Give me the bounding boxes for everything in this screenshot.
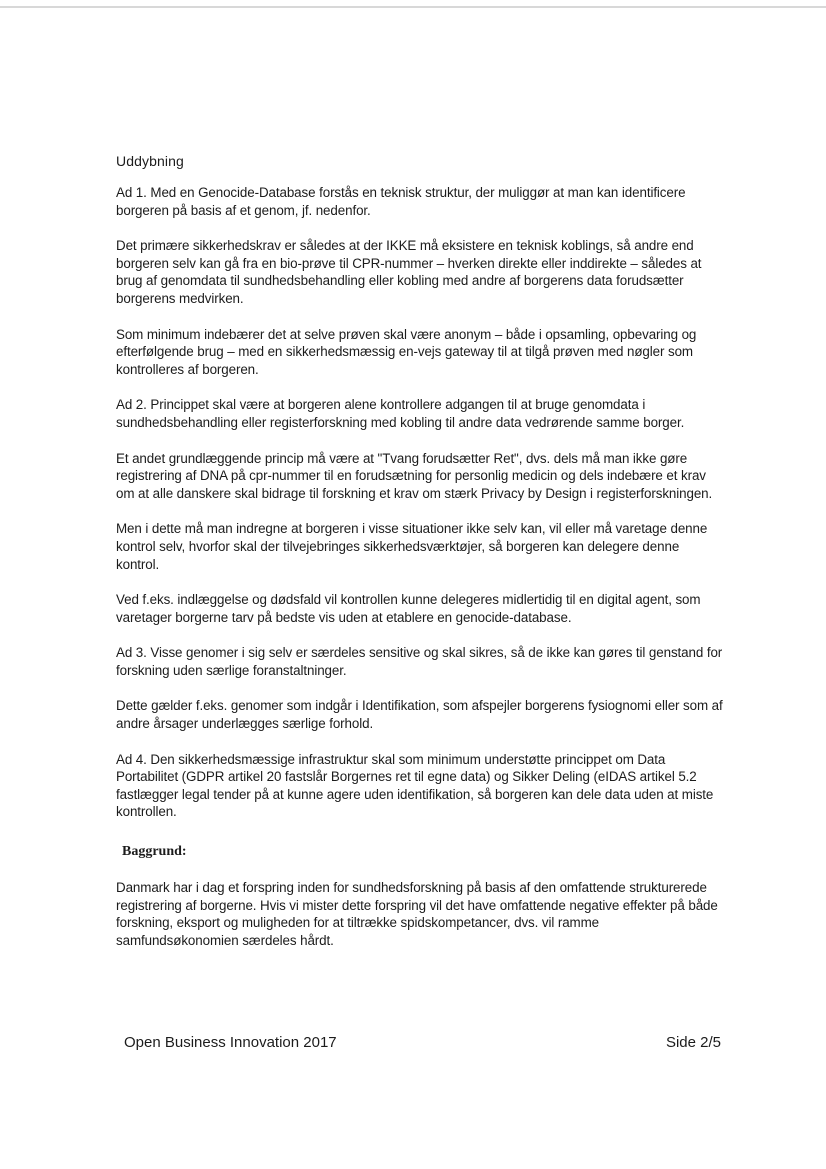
- paragraph-ad4: Ad 4. Den sikkerhedsmæssige infrastruktur skal som minimum understøtte princippet om Data Portabilitet (GDPR artikel 20 fastslår Borgernes ret til egne data) og Sikker Deling (eIDAS artikel 5.2 fastlægger legal tender på at kunne agere uden identifikation, så borgeren kan dele data uden at miste kontrollen.: [116, 751, 714, 820]
- paragraph-identification: Dette gælder f.eks. genomer som indgår i Identifikation, som afspejler borgerens fysiognomi eller som af andre årsager underlægges særlige forhold.: [116, 698, 723, 732]
- paragraph-background: Danmark har i dag et forspring inden for sundhedsforskning på basis af den omfattende strukturerede registrering af borgerne. Hvis vi mister dette forspring vil det have omfattende negative effekter på både forskning, eksport og muligheden for at tiltrække spidskompetancer, dvs. vil ramme samfundsøkonomien særdeles hårdt.: [116, 880, 718, 948]
- paragraph-ad3: Ad 3. Visse genomer i sig selv er særdeles sensitive og skal sikres, så de ikke kan gøres til genstand for forskning uden særlige foranstaltninger.: [116, 645, 723, 678]
- paragraph-security-requirement: Det primære sikkerhedskrav er således at der IKKE må eksistere en teknisk koblings, så andre end borgeren selv kan gå fra en bio-prøve til CPR-nummer – hverken direkte eller inddirekte – således at brug af genomdata til sundhedsbehandling eller kobling med andre af borgerens data forudsætter borgerens medvirken.: [116, 238, 702, 306]
- scan-edge-rule: [0, 6, 826, 8]
- paragraph-ad2: Ad 2. Princippet skal være at borgeren alene kontrollere adgangen til at bruge genomdata i sundhedsbehandling eller registerforskning med kobling til andre data vedrørende samme borger.: [116, 397, 685, 430]
- paragraph-tvang-principle: Et andet grundlæggende princip må være at "Tvang forudsætter Ret", dvs. dels må man ikke gøre registrering af DNA på cpr-nummer til en forudsætning for personlig medicin og dels indebære et krav om at alle danskere skal bidrage til forskning et krav om stærk Privacy by Design i registerforskningen.: [116, 450, 713, 501]
- paragraph-delegation: Men i dette må man indregne at borgeren i visse situationer ikke selv kan, vil eller må varetage denne kontrol selv, hvorfor skal der tilvejebringes sikkerhedsværktøjer, så borgeren kan delegere denne kontrol.: [116, 521, 708, 572]
- page-heading: Uddybning: [116, 153, 184, 169]
- document-body: [116, 152, 724, 967]
- page-footer: [124, 1034, 721, 1052]
- footer-page-number: Side 2/5: [665, 1034, 721, 1051]
- paragraph-ad1: Ad 1. Med en Genocide-Database forstås en teknisk struktur, der muliggør at man kan identificere borgeren på basis af et genom, jf. nedenfor.: [116, 185, 686, 218]
- paragraph-anonymous-sample: Som minimum indebærer det at selve prøven skal være anonym – både i opsamling, opbevaring og efterfølgende brug – med en sikkerhedsmæssig en-vejs gateway til at tilgå prøven med nøgler som kontrolleres af borgeren.: [116, 326, 697, 377]
- background-title: Baggrund:: [122, 844, 187, 860]
- footer-organization: Open Business Innovation 2017: [124, 1034, 337, 1051]
- paragraph-digital-agent: Ved f.eks. indlæggelse og dødsfald vil kontrollen kunne delegeres midlertidig til en digital agent, som varetager borgerne tarv på bedste vis uden at etablere en genocide-database.: [116, 592, 701, 625]
